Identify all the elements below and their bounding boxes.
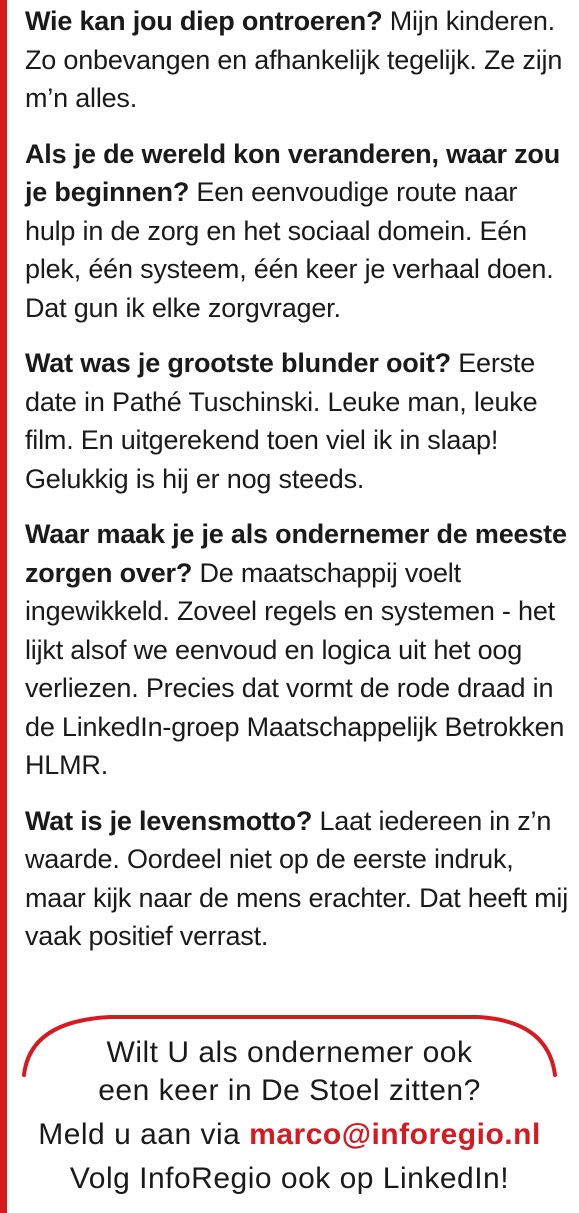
- question-1: Wie kan jou diep ontroeren?: [25, 6, 383, 36]
- answer-3: Eerste date in Pathé Tuschinski. Leuke man, leuke film. En uitgerekend toen viel ik in slaap! Gelukkig is hij er nog steeds.: [25, 348, 538, 494]
- answer-5: Laat iedereen in z’n waarde. Oordeel niet op de eerste indruk, maar kijk naar de mens erachter. Dat heeft mij vaak positief verrast.: [25, 805, 569, 951]
- email-link[interactable]: marco@inforegio.nl: [249, 1118, 541, 1151]
- qa-item-2: [25, 135, 570, 328]
- qa-item-4: [25, 515, 570, 785]
- cta-line-3: [0, 1117, 579, 1153]
- qa-item-1: [25, 2, 570, 118]
- qa-item-5: [25, 802, 570, 956]
- interview-column: [25, 2, 570, 973]
- cta-line-1: Wilt U als ondernemer ook: [106, 1036, 473, 1069]
- call-to-action-box: [0, 1013, 579, 1213]
- question-3: Wat was je grootste blunder ooit?: [25, 348, 451, 378]
- cta-line-4: Volg InfoRegio ook op LinkedIn!: [69, 1162, 510, 1195]
- answer-4: De maatschappij voelt ingewikkeld. Zoveel regels en systemen - het lijkt alsof we eenvoud en logica uit het oog verliezen. Precies dat vormt de rode draad in de LinkedIn-groep Maatschappelijk Betrokken HLMR.: [25, 557, 565, 780]
- answer-2: Een eenvoudige route naar hulp in de zorg en het sociaal domein. Eén plek, één systeem, één keer je verhaal doen. Dat gun ik elke zorgvrager.: [25, 177, 554, 323]
- question-2: Als je de wereld kon veranderen, waar zou je beginnen?: [25, 138, 560, 207]
- answer-1: Mijn kinderen. Zo onbevangen en afhankelijk tegelijk. Ze zijn m’n alles.: [25, 6, 563, 113]
- question-5: Wat is je levensmotto?: [25, 805, 313, 836]
- cta-line-3-prefix: Meld u aan via: [38, 1118, 241, 1151]
- qa-item-3: [25, 344, 570, 498]
- question-4: Waar maak je je als ondernemer de meeste zorgen over?: [25, 519, 567, 588]
- cta-line-2: een keer in De Stoel zitten?: [98, 1074, 481, 1107]
